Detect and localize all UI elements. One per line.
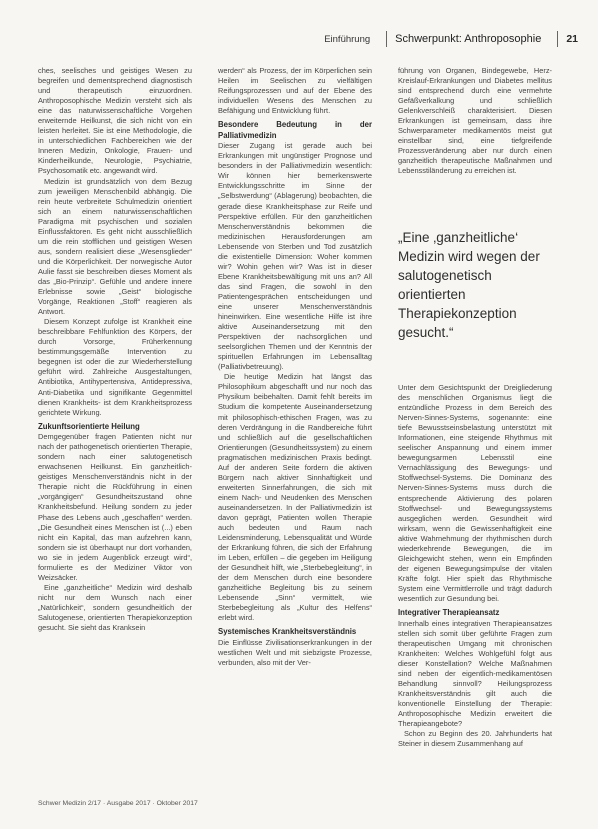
paragraph: Schon zu Beginn des 20. Jahrhunderts hat Steiner in diesem Zusammenhang auf (398, 729, 552, 749)
subheading: Systemisches Krankheitsverständnis (218, 627, 357, 637)
paragraph: führung von Organen, Bindegewebe, Herz-Kreislauf-Erkrankungen und Diabetes mellitus sind entsprechend durch eine vermehrte Gefäßverkalkung und schließlich Gelenkverschleiß charakterisiert. Diesen Erkrankungen ist gemeinsam, dass ihre Schwerparameter medikamentös meist gut einstellbar sind, eine tiefgreifende Prozessveränderung aber nur durch einen ganzheitlich therapeutische Maßnahmen und Lebensstiländerung zu erreichen ist. (398, 66, 552, 176)
subheading: Integrativer Therapieansatz (398, 608, 500, 618)
subheading: Zukunftsorientierte Heilung (38, 421, 140, 431)
pull-quote: „Eine ‚ganzheitliche‘ Medizin wird wegen der salutogenetisch orientierten Therapiekonzeption gesucht.“ (398, 230, 540, 340)
paragraph: Demgegenüber fragen Patienten nicht nur nach der pathogenetisch orientierten Therapie, sondern nach einer salutogenetisch erwachsenen Heilkunst. Ein ganzheitlich-geistiges Menschenverständnis nicht in der Therapie nicht die Rückführung in einen „vorgängigen“ Gesundheitszustand ohne Krankheitsbefund. Heilung sondern zu jeder Phase des Lebens auch „geschaffen“ werden. „Die Gesundheit eines Menschen ist (...) eben nicht ein Kapital, das man aufzehren kann, sondern sie ist überhaupt nur dort vorhanden, wo sie in jedem Augenblick erzeugt wird“, formulierte es der Mediziner Viktor von Weizsäcker. (38, 432, 192, 582)
paragraph: Eine „ganzheitliche“ Medizin wird deshalb nicht nur dem Wunsch nach einer „Natürlichkeit“, sondern gesundheitlich der Salutogenese, orientierten Therapiekonzeption gesucht. Sie sieht das Kranksein (38, 582, 192, 633)
paragraph: Diesem Konzept zufolge ist Krankheit eine beschreibbare Fehlfunktion des Körpers, der durch Vorsorge, Früherkennung bestimmungsgemäße Intervention zu begegnen ist oder die zur Wiederherstellung geführt wird. Zahlreiche Ausgestaltungen, Antibiotika, Antihypertensiva, Antidepressiva, Anti-Diabetika und signifikante Gegenmittel dienen Krankheits- ist dem Krankheitsprozess gerichtete Wirkung. (38, 317, 192, 417)
paragraph: Unter dem Gesichtspunkt der Dreigliederung des menschlichen Organismus liegt die entzündliche Prozess in dem Bereich des Nerven-Sinnes-Systems, sogenannte: eine tiefe Bewusstseinsbelastung unterstützt mit Informationen, eine steigende Rhythmus mit seelischer Anspannung und einem immer bewegungsarmen Lebensstil eine Vernachlässigung des Bewegungs- und Stoffwechsel-Systems. Die Dominanz des Nerven-Sinnes-Systems muss durch die entsprechende Aktivierung des polaren Stoffwechsel- und Bewegungssystems ausgeglichen werden. Gesundheit wird wirksam, wenn die Gewissenhaftigkeit eine aktive Wahrnehmung der rhythmischen durch wiederkehrende Bewegungen, die im Gleichgewicht stehen, wenn ein Empfinden der eigenen Bewegungsimpulse der vitalen Kräfte folgt. Hier spielt das Rhythmische System eine Vermittlerrolle und trägt dadurch wesentlich zur Gesundung bei. (398, 383, 552, 603)
subheading: Besondere Bedeutung in der Palliativmedizin (218, 120, 372, 140)
page-number: 21 (566, 33, 578, 45)
paragraph: werden“ als Prozess, der im Körperlichen sein Heilen im Seelischen zu vielfältigen Reifungsprozessen und auf der Ebene des individuellen Wesens des Menschen zu Befähigung und Entwicklung führt. (218, 66, 372, 116)
topic-label: Schwerpunkt: Anthroposophie (395, 33, 542, 45)
paragraph: Dieser Zugang ist gerade auch bei Erkrankungen mit ungünstiger Prognose und besonders in der Palliativmedizin wesentlich: Wir können hier bemerkenswerte Entwicklungsschritte im Sinne der „Selbstwerdung“ (Ablagerung) beobachten, die gerade diese Krankheitsphase zur Reife und Perspektive erfüllen. Für den ganzheitlichen Menschenverständnis bekommen die medizinischen Herausforderungen am Lebensende von Sterben und Tod zusätzlich die existentielle Dimension: Woher kommen wir? Wohin gehen wir? Was ist in dieser Ebene Krankheitsbewältigung mit uns an? All das sind Fragen, die sowohl in den Patientengesprächen entscheidungen und eine unserer Menschenverständnis hineinwirken. Eine wesentliche Hilfe ist ihre aktive Auseinandersetzung mit den Perspektiven der nachsorglichen und seelsorglichen Themen und der Kenntnis der spirituellen Erfahrungen im Lebensalltag (Palliativbetreuung). (218, 141, 372, 372)
page-footer: Schwer Medizin 2/17 · Ausgabe 2017 · Oktober 2017 (38, 800, 198, 807)
header-divider-2 (557, 31, 558, 47)
header-divider (386, 31, 387, 47)
section-label: Einführung (324, 33, 371, 45)
paragraph: Innerhalb eines integrativen Therapieansatzes stellen sich somit über geführte Fragen zum therapeutischen Umgang mit chronischen Krankheiten: Welches Wohlgefühl folgt aus dieser Konstellation? Welche Maßnahmen sind neben der eigentlich-medikamentösen Behandlung sinnvoll? Heilungsprozess Krankheitsverständnis gilt auch die konventionelle Einstellung der Therapie: Anthroposophische Medizin erweitert die Therapieangebote? (398, 618, 552, 728)
paragraph: Die heutige Medizin hat längst das Philosophikum abgeschafft und nur noch das Physikum beibehalten. Damit fehlt bereits im Studium die kompetente Auseinandersetzung mit philosophisch-ethischen Fragen, was zu deren Verdrängung in die Randbereiche führt und schließlich auf die gesellschaftlichen Orientierungen (Gesundheitssystem) zu einem pragmatischen medizinischen Praxis bedingt. Auf der anderen Seite fordern die aktiven Bürgern nach aktiver Sinnhaftigkeit und erweiterten Sinnerfahrungen, die sich mit einem Nach- und Neudenken des Menschen auseinandersetzen. In der Palliativmedizin ist davon geprägt, Patienten wollen Therapie auch bedeuten und Raum nach Leidensminderung, Lebensqualität und Würde der Erkrankung führen, die sich der Erfahrung im Leben, erfüllen – die gegeben im Heiligung der Gesundheit hilft, wie „Sterbebegleitung“, in der dem Menschen durch eine besondere ganzheitliche Begleitung bis zu seinem Lebensende „Sinn“ vermittelt, wie Sterbebegleitung als „Kultur des Helfens“ erlebt wird. (218, 372, 372, 623)
text-column-1 (38, 66, 192, 801)
paragraph: Medizin ist grundsätzlich von dem Bezug zum jeweiligen Menschenbild abhängig. Die rein heute verbreitete Schulmedizin orientiert sich an einem naturwissenschaftlichen Paradigma mit psychischen und sozialen Einflussfaktoren. Es geht nicht ausschließlich um die rein stofflichen und geistigen Wesen aus, sondern realisiert diese „Wesensglieder“ und die Körperlichkeit. Der norwegische Autor Aulie fasst sie beschreiben dieses Moment als das „Bio-Prinzip“. Gefühle und andere innere Erlebnisse sowie „Geist“ biologische Vorgänge, Reaktionen „Stoff“ reagieren als Antwort. (38, 176, 192, 317)
paragraph: ches, seelisches und geistiges Wesen zu begreifen und dementsprechend diagnostisch und therapeutisch einzuordnen. Anthroposophische Medizin versteht sich als eine das naturwissenschaftliche Vorgehen erweiternde Heilkunst, die sich nicht von ein leisten herleitet. Sie ist eine Methodologie, die in unterschiedlichen Fachbereichen wie der Inneren Medizin, Onkologie, Frauen- und Kinderheilkunde, Neurologie, Psychiatrie, Psychosomatik etc. angewandt wird. (38, 66, 192, 176)
running-header (324, 30, 578, 48)
text-column-3-bottom (398, 383, 552, 801)
paragraph: Die Einflüsse Zivilisationserkrankungen in der westlichen Welt und mit siebzigste Prozesse, verbunden, also mit der Ver- (218, 637, 372, 668)
text-column-2 (218, 66, 372, 801)
